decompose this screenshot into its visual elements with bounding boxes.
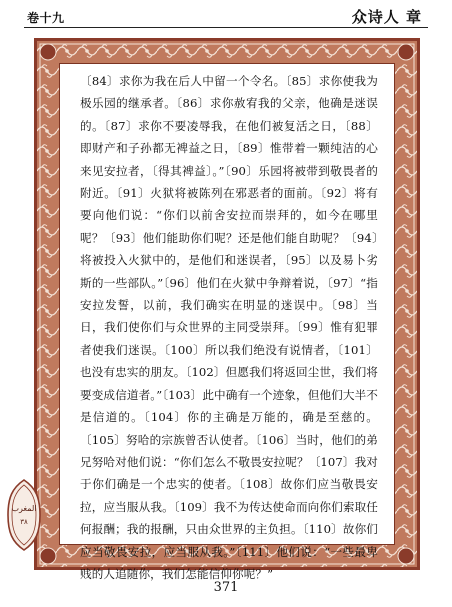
medallion-number: ٣٨ [20, 518, 28, 526]
side-medallion [6, 478, 42, 552]
medallion-ornament-icon [6, 478, 42, 552]
page-number: 371 [213, 580, 239, 595]
chapter-heading: 卷十九 [27, 11, 65, 25]
medallion-label: المغرب [11, 504, 37, 513]
header-divider [24, 27, 428, 28]
verse-body: 〔84〕求你为我在后人中留一个令名。〔85〕求你使我为极乐园的继承者。〔86〕求你赦宥我的父亲，他确是迷误的。〔87〕求你不要凌辱我，在他们被复活之日，〔88〕即财产和子孙都无裨益之日，〔89〕惟带着一颗纯洁的心来见安拉者，〔得其裨益〕。”〔90〕乐园将被带到敬畏者的附近。〔91〕火狱将被陈列在邪恶者的面前。〔92〕将有要向他们说：“你们以前舍安拉而崇拜的，如今在哪里呢？〔93〕他们能助你们呢？还是他们能自助呢？〔94〕将被投入火狱中的，是他们和迷误者，〔95〕以及易卜劣斯的一些部队。”〔96〕他们在火狱中争辩着说，〔97〕“指安拉发誓，以前，我们确实在明显的迷误中。〔98〕当日，我们使你们与众世界的主同受崇拜。〔99〕惟有犯罪者使我们迷误。〔100〕所以我们绝没有说情者，〔101〕也没有忠实的朋友。〔102〕但愿我们将返回尘世，我们将要变成信道者。”〔103〕此中确有一个迹象，但他们大半不是信道的。〔104〕你的主确是万能的，确是至慈的。〔105〕努哈的宗族曾否认使者。〔106〕当时，他们的弟兄努哈对他们说：“你们怎么不敬畏安拉呢？〔107〕我对于你们确是一个忠实的使者。〔108〕故你们应当敬畏安拉，应当服从我。〔109〕我不为传达使命而向你们索取任何报酬；我的报酬，只由众世界的主负担。〔110〕故你们应当敬畏安拉，应当服从我。”〔111〕他们说：“一些最卑贱的人追随你，我们怎能信仰你呢？” [80, 74, 378, 581]
page-title: 众诗人 章 [351, 8, 422, 26]
